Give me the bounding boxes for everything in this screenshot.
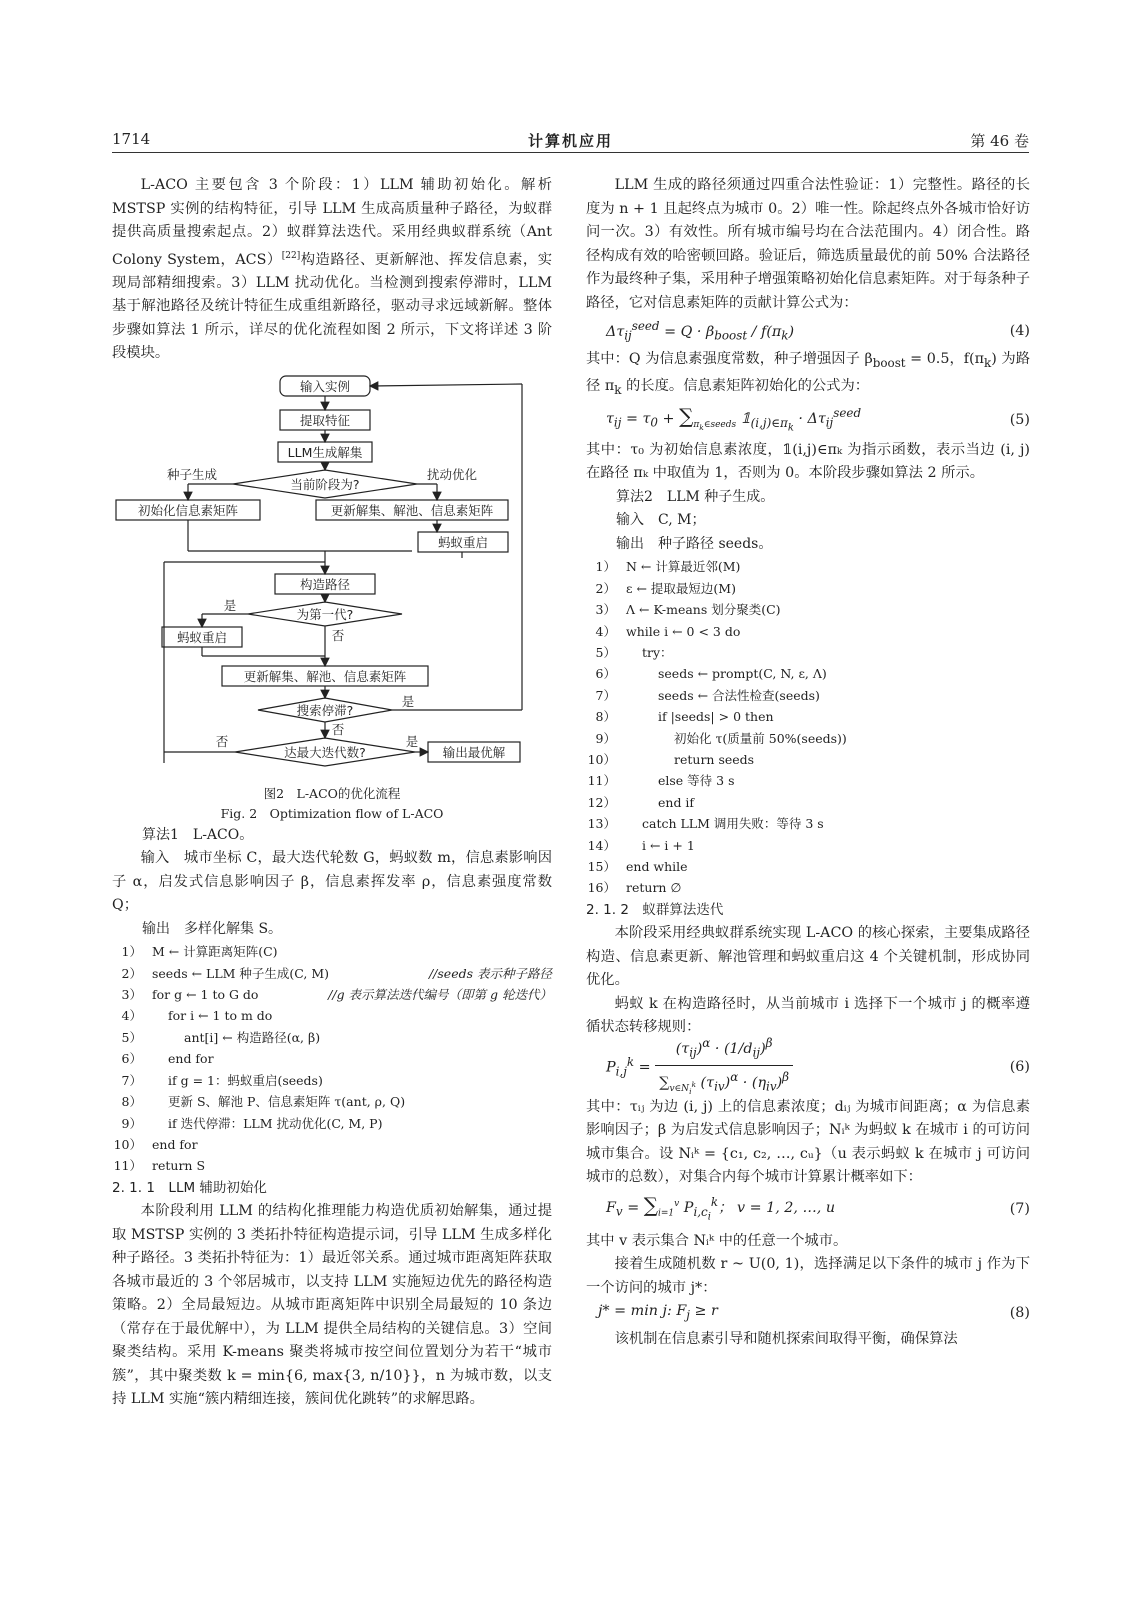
algorithm1-line-number: 2）: [121, 965, 142, 981]
flow-label-yes-1: 是: [223, 597, 237, 613]
algorithm2-line-number: 6）: [595, 666, 616, 682]
algorithm2-line-text: N ← 计算最近邻(M): [626, 559, 741, 575]
section-2-1-1-heading: 2. 1. 1 LLM 辅助初始化: [112, 1179, 267, 1196]
algorithm1-line-text: for i ← 1 to m do: [168, 1008, 273, 1024]
algorithm1-line: [112, 1005, 552, 1026]
algorithm1-line: [112, 1091, 552, 1112]
left-column: [112, 174, 552, 1412]
algorithm1-line: [112, 963, 552, 984]
algorithm1-line: [112, 1134, 552, 1155]
algorithm1-line: [112, 1155, 552, 1176]
algorithm2-line-number: 2）: [595, 580, 616, 596]
paragraph-eq4-explain: 其中：Q 为信息素强度常数，种子增强因子 $\beta_{boost} = 0.5$，$f(\pi_k)$ 为路径 $\pi_k$ 的长度。信息素矩阵初始化的公式为：: [586, 351, 1030, 398]
algorithm1-line-number: 7）: [121, 1072, 142, 1088]
equation-5: $\tau_{ij} = \tau_0 + \sum_{\pi_k\in seeds}$ $𝟙_{(i,j)\in\pi_k} \cdot \Delta\tau_{ij}^{seed}$ (5): [606, 403, 1030, 434]
algorithm1-line-comment: //g 表示算法迭代编号（即第 g 轮迭代）: [328, 987, 552, 1003]
algorithm2-line-number: 11）: [587, 773, 616, 789]
algorithm2-line-number: 10）: [587, 752, 616, 767]
algorithm1-line-text: seeds ← LLM 种子生成(C, M) //seeds 表示种子路径: [152, 963, 552, 984]
algorithm1-line-number: 6）: [121, 1051, 142, 1067]
flow-label-construct: 构造路径: [299, 576, 351, 592]
algorithm2-line-text: if |seeds| > 0 then: [658, 709, 774, 725]
algorithm2-line-number: 13）: [587, 816, 616, 832]
flow-label-restart1: 蚂蚁重启: [437, 534, 489, 550]
section-2-1-2-heading: 2. 1. 2 蚁群算法迭代: [586, 901, 724, 918]
citation-ref: [22]: [281, 250, 301, 261]
algorithm2-line: [586, 856, 1030, 877]
figure-caption-cn: 图2 L-ACO的优化流程: [263, 785, 401, 801]
algorithm2-line-number: 9）: [595, 730, 616, 746]
flow-label-restart2: 蚂蚁重启: [176, 629, 228, 645]
flow-label-input: 输入实例: [299, 378, 351, 394]
algorithm1-line-text: ant[i] ← 构造路径(α, β): [184, 1029, 321, 1045]
algorithm2-line: [586, 663, 1030, 684]
algorithm2-line-text: seeds ← prompt(C, N, ε, Λ): [658, 666, 827, 682]
flow-label-perturb: 扰动优化: [426, 466, 478, 482]
volume-label: 第 46 卷: [970, 132, 1029, 150]
algorithm2-line-text: return seeds: [674, 752, 755, 767]
right-column: [586, 174, 1030, 1351]
paragraph-eq5-explain: 其中：τ₀ 为初始信息素浓度，𝟙(i,j)∈πₖ 为指示函数，表示当边 (i, j) 在路径 πₖ 中取值为 1，否则为 0。本阶段步骤如算法 2 所示。: [586, 441, 1030, 482]
equation-6-number: (6): [1009, 1059, 1030, 1076]
algorithm2-line-number: 5）: [595, 644, 616, 660]
algorithm1-line: [112, 1027, 552, 1048]
algorithm2-line-number: 14）: [587, 837, 616, 853]
equation-7: $F_v = \sum_{i=1}^v$ $P_{i,c_i}^k$； v = 1, 2, …, u (7): [606, 1192, 1030, 1223]
flow-label-no-1: 否: [331, 627, 345, 643]
algorithm1-line: [112, 941, 552, 962]
algorithm2-line-number: 7）: [595, 687, 616, 703]
algorithm2-lines: [586, 556, 1030, 899]
flow-label-no-2: 否: [331, 721, 345, 737]
algorithm1-line-number: 8）: [121, 1094, 142, 1110]
flow-label-decision2: 为第一代?: [296, 606, 354, 622]
figure-flowchart: [112, 366, 552, 784]
algorithm1-line-text: if 迭代停滞：LLM 扰动优化(C, M, P): [168, 1115, 383, 1131]
equation-4-number: (4): [1009, 322, 1030, 339]
flow-label-update2: 更新解集、解池、信息素矩阵: [243, 668, 407, 684]
algorithm1-line: [112, 1070, 552, 1091]
algorithm2-input: 输入 C, M；: [616, 512, 706, 529]
flow-label-yes-3: 是: [405, 733, 419, 749]
algorithm2-line-text: i ← i + 1: [642, 837, 695, 853]
algorithm2-line-text: try：: [642, 644, 673, 660]
algorithm2-line-text: else 等待 3 s: [658, 773, 735, 789]
paragraph-validation: LLM 生成的路径须通过四重合法性验证：1）完整性。路径的长度为 n + 1 且起终点为城市 0。2）唯一性。除起终点外各城市恰好访问一次。3）有效性。所有城市编号均在合法范围内。4）闭合性。路径构成有效的哈密顿回路。验证后，筛选质量最优的前 50% 合法路径作为最终种子集，采用种子增强策略初始化信息素矩阵。对于每条种子路径，它对信息素矩阵的贡献计算公式为：: [586, 177, 1030, 311]
algorithm1-title: 算法1 L-ACO。: [142, 826, 254, 843]
paragraph-intro: L-ACO 主要包含 3 个阶段：1）LLM 辅助初始化。解析 MSTSP 实例的结构特征，引导 LLM 生成高质量种子路径，为蚁群提供高质量搜索起点。2）蚁群算法迭代。采用经典蚁群系统（Ant Colony System，ACS）[22]构造路径、更新解池、挥发信息素，实现局部精细搜索。3）LLM 扰动优化。当检测到搜索停滞时，LLM 基于解池路径及统计特征生成重组新路径，驱动寻求远域新解。整体步骤如算法 1 所示，详尽的优化流程如图 2 所示，下文将详述 3 阶段模块。: [112, 177, 552, 362]
algorithm2-line-text: return ∅: [626, 880, 682, 896]
algorithm2-line: [586, 706, 1030, 727]
algorithm2-line-text: end if: [658, 794, 695, 810]
paragraph-random: 接着生成随机数 r ~ U(0, 1)，选择满足以下条件的城市 j 作为下一个访问的城市 j*：: [586, 1256, 1030, 1296]
flow-label-update1: 更新解集、解池、信息素矩阵: [330, 502, 494, 518]
algorithm2-line-number: 3）: [595, 602, 616, 618]
flow-label-decision1: 当前阶段为?: [290, 476, 360, 492]
algorithm1-line-text: return S: [152, 1158, 206, 1174]
algorithm2-line: [586, 813, 1030, 834]
algorithm1-line-number: 3）: [121, 987, 142, 1003]
journal-name: 计算机应用: [527, 132, 613, 150]
algorithm2-line: [586, 792, 1030, 813]
algorithm1-lines: [112, 941, 552, 1176]
algorithm2-line: [586, 835, 1030, 856]
paragraph-eq7-explain: 其中 v 表示集合 Nᵢᵏ 中的任意一个城市。: [586, 1232, 848, 1249]
algorithm2-line: [586, 685, 1030, 706]
equation-8-number: (8): [1009, 1305, 1030, 1322]
algorithm2-output: 输出 种子路径 seeds。: [616, 535, 773, 552]
algorithm1-line-number: 4）: [121, 1008, 142, 1024]
flow-label-init: 初始化信息素矩阵: [137, 502, 239, 518]
paragraph-llm-init: 本阶段利用 LLM 的结构化推理能力构造优质初始解集，通过提取 MSTSP 实例的 3 类拓扑特征构造提示词，引导 LLM 生成多样化种子路径。3 类拓扑特征为：1）最近邻关系。通过城市距离矩阵获取各城市最近的 3 个邻居城市，以支持 LLM 实施短边优先的路径构造策略。2）全局最短边。从城市距离矩阵中识别全局最短的 10 条边（常存在于最优解中），为 LLM 提供全局结构的关键信息。3）空间聚类结构。采用 K-means 聚类将城市按空间位置划分为若干“城市簇”，其中聚类数 k = min{6, max{3, n/10}}，n 为城市数，以支持 LLM 实施“簇内精细连接，簇间优化跳转”的求解思路。: [112, 1203, 552, 1408]
algorithm2-line: [586, 642, 1030, 663]
algorithm1-line-number: 10）: [113, 1136, 142, 1152]
algorithm2-line-text: while i ← 0 < 3 do: [626, 623, 741, 639]
page-header: [112, 126, 1029, 153]
algorithm2-line: [586, 728, 1030, 749]
paragraph-balance: 该机制在信息素引导和随机探索间取得平衡，确保算法: [614, 1330, 958, 1347]
algorithm1-line-number: 1）: [121, 944, 142, 960]
algorithm2-line-text: 初始化 τ(质量前 50%(seeds)): [674, 730, 847, 746]
algorithm1-line-text: if g = 1：蚂蚁重启(seeds): [168, 1072, 323, 1088]
algorithm2-line-number: 15）: [587, 859, 616, 875]
algorithm2-line: [586, 749, 1030, 770]
equation-8: j* = min j: $F_j \ge r$ (8): [586, 1300, 1030, 1327]
algorithm1-line-number: 5）: [121, 1029, 142, 1045]
flow-label-decision4: 达最大迭代数?: [284, 744, 366, 760]
equation-4: $\Delta\tau_{ij}^{seed} = Q \cdot \beta_{boost} / f(\pi_k)$ (4): [606, 319, 1030, 343]
algorithm2-line: [586, 599, 1030, 620]
algorithm1-line-text: 更新 S、解池 P、信息素矩阵 τ(ant, ρ, Q): [168, 1094, 406, 1110]
flow-label-seed: 种子生成: [166, 466, 218, 482]
algorithm2-line-number: 1）: [595, 559, 616, 575]
flow-label-gen: LLM生成解集: [287, 444, 363, 460]
algorithm1-line-number: 9）: [121, 1115, 142, 1131]
equation-6: $P_{i,j}^k$ = $(\tau_{ij})^\alpha \cdot (1/d_{ij})^\beta$ $\sum_{v\in N_i^k}$ $(\tau_{iv})^\alpha \cdot (\eta_{iv})^\beta$ (6): [586, 1040, 1030, 1096]
algorithm2-line: [586, 877, 1030, 898]
algorithm2-line-text: seeds ← 合法性检查(seeds): [658, 687, 820, 703]
algorithm1-line: [112, 1113, 552, 1134]
paragraph-transition: 蚂蚁 k 在构造路径时，从当前城市 i 选择下一个城市 j 的概率遵循状态转移规则：: [586, 995, 1030, 1036]
algorithm1-line: [112, 984, 552, 1005]
algorithm1-line-number: 11）: [113, 1158, 142, 1174]
flow-label-decision3: 搜索停滞?: [296, 702, 354, 718]
algorithm2-line: [586, 770, 1030, 791]
algorithm1-line-text: for g ← 1 to G do //g 表示算法迭代编号（即第 g 轮迭代）: [152, 984, 552, 1005]
algorithm1-output: 输出 多样化解集 S。: [142, 920, 283, 937]
paragraph-aco-core: 本阶段采用经典蚁群系统实现 L-ACO 的核心探索，主要集成路径构造、信息素更新、解池管理和蚂蚁重启这 4 个关键机制，形成协同优化。: [586, 925, 1030, 989]
algorithm1-line-text: end for: [168, 1051, 214, 1067]
algorithm1-line-text: end for: [152, 1136, 198, 1152]
flow-label-yes-2: 是: [401, 693, 415, 709]
algorithm1-input: 输入 城市坐标 C，最大迭代轮数 G，蚂蚁数 m，信息素影响因子 α，启发式信息影响因子 β，信息素挥发率 ρ，信息素强度常数 Q；: [112, 850, 552, 914]
page-number: 1714: [112, 130, 151, 148]
algorithm1-line: [112, 1048, 552, 1069]
algorithm2-line: [586, 556, 1030, 577]
algorithm2-line-number: 16）: [587, 880, 616, 896]
algorithm2-line: [586, 578, 1030, 599]
algorithm2-line-text: end while: [626, 859, 688, 875]
figure-caption-en: Fig. 2 Optimization flow of L-ACO: [220, 805, 444, 821]
flow-label-output: 输出最优解: [442, 744, 506, 760]
flowchart-svg: [112, 366, 552, 784]
flow-label-no-3: 否: [215, 733, 229, 749]
algorithm2-line-text: ε ← 提取最短边(M): [626, 580, 736, 596]
algorithm2-line-number: 12）: [587, 794, 616, 810]
algorithm2-title: 算法2 LLM 种子生成。: [616, 488, 775, 505]
equation-5-number: (5): [1009, 412, 1030, 429]
algorithm2-line-text: Λ ← K-means 划分聚类(C): [626, 602, 781, 618]
algorithm1-line-text: M ← 计算距离矩阵(C): [152, 944, 278, 960]
equation-7-number: (7): [1009, 1201, 1030, 1218]
algorithm1-line-comment: //seeds 表示种子路径: [428, 965, 552, 981]
algorithm2-line: [586, 621, 1030, 642]
algorithm2-line-text: catch LLM 调用失败：等待 3 s: [642, 816, 824, 832]
algorithm2-line-number: 4）: [595, 623, 616, 639]
algorithm2-line-number: 8）: [595, 709, 616, 725]
paragraph-eq6-explain: 其中：τᵢⱼ 为边 (i, j) 上的信息素浓度；dᵢⱼ 为城市间距离；α 为信息素影响因子；β 为启发式信息影响因子；Nᵢᵏ 为蚂蚁 k 在城市 i 的可访问城市集合。设 Nᵢᵏ = {c₁, c₂, …, cᵤ}（u 表示蚂蚁 k 在城市 j 可访问城市的总数），对集合内每个城市计算累计概率如下：: [586, 1098, 1030, 1186]
flow-label-extract: 提取特征: [299, 412, 351, 428]
